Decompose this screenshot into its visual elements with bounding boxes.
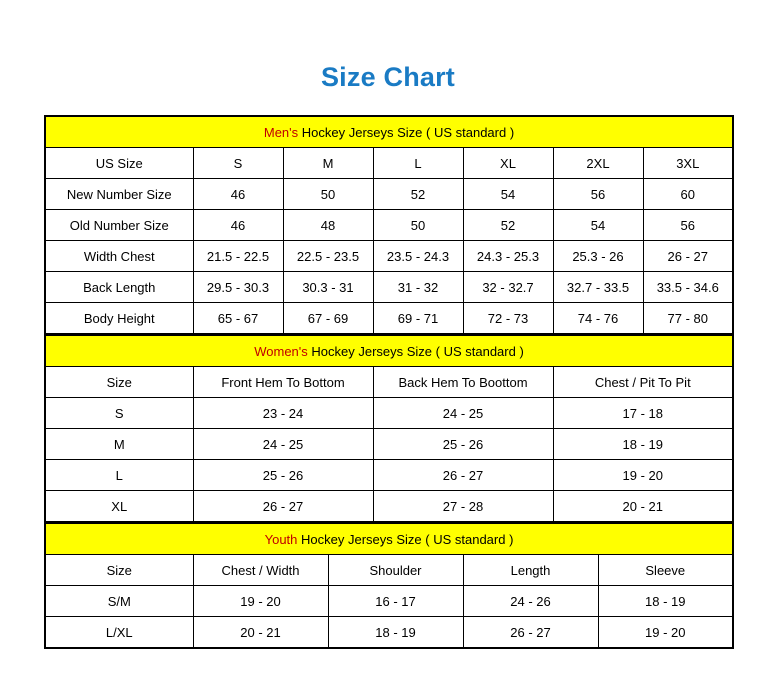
table-row [45,303,733,335]
mens-heading-accent: Men's [263,124,299,140]
mens-row-0-label: New Number Size [45,179,193,210]
table-row [45,179,733,210]
mens-row-0-val-0: 46 [193,179,283,210]
mens-row-1-val-5: 56 [643,210,733,241]
mens-row-2-val-3: 24.3 - 25.3 [463,241,553,272]
youth-header-row [45,555,733,586]
mens-row-3-val-1: 30.3 - 31 [283,272,373,303]
mens-row-1-val-2: 50 [373,210,463,241]
youth-row-0-val-0: 19 - 20 [193,586,328,617]
womens-row-0-label: S [45,398,193,429]
mens-row-2-val-5: 26 - 27 [643,241,733,272]
womens-row-0-val-1: 24 - 25 [373,398,553,429]
table-row [45,398,733,429]
mens-row-4-val-4: 74 - 76 [553,303,643,335]
page-title: Size Chart [320,62,456,92]
womens-row-2-val-1: 26 - 27 [373,460,553,491]
mens-row-2-val-1: 22.5 - 23.5 [283,241,373,272]
mens-row-2-val-2: 23.5 - 24.3 [373,241,463,272]
womens-row-0-val-0: 23 - 24 [193,398,373,429]
mens-row-4-val-3: 72 - 73 [463,303,553,335]
mens-col-4: XL [463,148,553,179]
womens-row-1-label: M [45,429,193,460]
mens-row-3-val-2: 31 - 32 [373,272,463,303]
mens-row-0-val-4: 56 [553,179,643,210]
youth-row-0-val-1: 16 - 17 [328,586,463,617]
mens-row-1-val-0: 46 [193,210,283,241]
mens-row-0-val-5: 60 [643,179,733,210]
youth-row-1-label: L/XL [45,617,193,649]
mens-col-2: M [283,148,373,179]
mens-section-heading [45,116,733,148]
womens-row-1-val-1: 25 - 26 [373,429,553,460]
mens-row-2-val-4: 25.3 - 26 [553,241,643,272]
table-row [45,272,733,303]
womens-row-3-val-1: 27 - 28 [373,491,553,523]
womens-row-1-val-2: 18 - 19 [553,429,733,460]
womens-heading-rest: Hockey Jerseys Size ( US standard ) [307,343,524,359]
youth-row-0-val-2: 24 - 26 [463,586,598,617]
youth-col-1: Chest / Width [193,555,328,586]
youth-row-0-val-3: 18 - 19 [598,586,733,617]
womens-section-heading [45,336,733,367]
mens-row-4-label: Body Height [45,303,193,335]
table-row [45,586,733,617]
youth-row-1-val-1: 18 - 19 [328,617,463,649]
womens-size-table [44,335,734,523]
table-row [45,241,733,272]
womens-header-row [45,367,733,398]
mens-col-0: US Size [45,148,193,179]
mens-row-4-val-1: 67 - 69 [283,303,373,335]
mens-row-1-label: Old Number Size [45,210,193,241]
youth-col-3: Length [463,555,598,586]
mens-row-3-val-3: 32 - 32.7 [463,272,553,303]
womens-col-3: Chest / Pit To Pit [553,367,733,398]
womens-col-1: Front Hem To Bottom [193,367,373,398]
mens-row-2-label: Width Chest [45,241,193,272]
mens-row-3-label: Back Length [45,272,193,303]
youth-section-heading [45,524,733,555]
mens-row-2-val-0: 21.5 - 22.5 [193,241,283,272]
youth-row-1-val-0: 20 - 21 [193,617,328,649]
mens-header-row [45,148,733,179]
womens-col-0: Size [45,367,193,398]
mens-row-3-val-5: 33.5 - 34.6 [643,272,733,303]
mens-row-3-val-0: 29.5 - 30.3 [193,272,283,303]
womens-row-3-val-2: 20 - 21 [553,491,733,523]
mens-col-6: 3XL [643,148,733,179]
youth-col-0: Size [45,555,193,586]
mens-row-0-val-2: 52 [373,179,463,210]
youth-row-1-val-3: 19 - 20 [598,617,733,649]
mens-row-0-val-1: 50 [283,179,373,210]
womens-heading-accent: Women's [254,343,308,359]
womens-row-3-label: XL [45,491,193,523]
mens-size-table [44,115,734,335]
womens-row-3-val-0: 26 - 27 [193,491,373,523]
table-row [45,617,733,649]
youth-col-2: Shoulder [328,555,463,586]
mens-col-1: S [193,148,283,179]
table-row [45,460,733,491]
youth-col-4: Sleeve [598,555,733,586]
table-row [45,429,733,460]
mens-heading-rest: Hockey Jerseys Size ( US standard ) [298,124,515,140]
womens-row-2-val-2: 19 - 20 [553,460,733,491]
youth-row-1-val-2: 26 - 27 [463,617,598,649]
mens-row-1-val-3: 52 [463,210,553,241]
mens-row-0-val-3: 54 [463,179,553,210]
youth-row-0-label: S/M [45,586,193,617]
mens-row-1-val-4: 54 [553,210,643,241]
womens-col-2: Back Hem To Boottom [373,367,553,398]
womens-row-2-label: L [45,460,193,491]
size-chart-container [44,115,732,649]
table-row [45,210,733,241]
mens-row-4-val-2: 69 - 71 [373,303,463,335]
womens-row-0-val-2: 17 - 18 [553,398,733,429]
mens-col-5: 2XL [553,148,643,179]
table-row [45,491,733,523]
womens-row-1-val-0: 24 - 25 [193,429,373,460]
mens-col-3: L [373,148,463,179]
mens-row-3-val-4: 32.7 - 33.5 [553,272,643,303]
youth-size-table [44,523,734,649]
youth-heading-rest: Hockey Jerseys Size ( US standard ) [297,531,514,547]
mens-row-4-val-5: 77 - 80 [643,303,733,335]
mens-row-1-val-1: 48 [283,210,373,241]
youth-heading-accent: Youth [264,531,298,547]
mens-row-4-val-0: 65 - 67 [193,303,283,335]
womens-row-2-val-0: 25 - 26 [193,460,373,491]
